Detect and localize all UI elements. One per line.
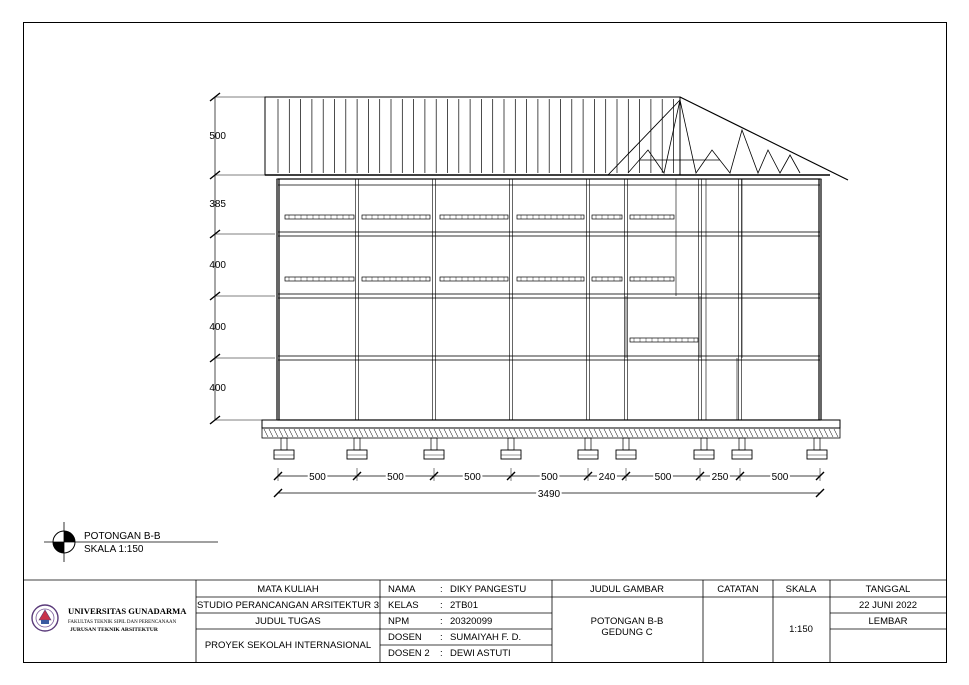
slab-hatch (264, 429, 838, 437)
hatch-line (599, 429, 603, 437)
footing-column (739, 438, 745, 450)
info-value: DIKY PANGESTU (450, 584, 527, 595)
hatch-line (294, 429, 298, 437)
hatch-line (649, 429, 653, 437)
hatch-line (319, 429, 323, 437)
department-name: JURUSAN TEKNIK ARSITEKTUR (70, 627, 158, 633)
hatch-line (584, 429, 588, 437)
footing-column (585, 438, 591, 450)
hatch-line (424, 429, 428, 437)
hip-truss-web (628, 100, 800, 173)
vertical-dim-label: 400 (209, 322, 226, 333)
hatch-line (344, 429, 348, 437)
hatch-line (574, 429, 578, 437)
hip-roof-lower (608, 100, 680, 175)
hatch-line (529, 429, 533, 437)
footing-pad (501, 450, 521, 459)
hatch-line (419, 429, 423, 437)
university-name: UNIVERSITAS GUNADARMA (68, 606, 187, 616)
hatch-line (399, 429, 403, 437)
student-info (388, 584, 526, 659)
hatch-line (349, 429, 353, 437)
info-label: DOSEN (388, 632, 422, 643)
hatch-line (264, 429, 268, 437)
hatch-line (309, 429, 313, 437)
hatch-line (779, 429, 783, 437)
horizontal-dim-label: 250 (711, 472, 729, 483)
hatch-line (769, 429, 773, 437)
info-value: DEWI ASTUTI (450, 648, 511, 659)
hatch-line (509, 429, 513, 437)
hatch-line (284, 429, 288, 437)
info-value: SUMAIYAH F. D. (450, 632, 522, 643)
vertical-dim-label: 500 (209, 131, 226, 142)
hatch-line (789, 429, 793, 437)
hatch-line (314, 429, 318, 437)
sheet-header: LEMBAR (868, 616, 908, 627)
horizontal-dim-label: 500 (387, 472, 404, 483)
drawing-title-line2: GEDUNG C (601, 627, 653, 638)
hatch-line (834, 429, 838, 437)
hatch-line (324, 429, 328, 437)
hatch-line (804, 429, 808, 437)
info-colon: : (440, 648, 443, 659)
hatch-line (439, 429, 443, 437)
scale-header: SKALA (785, 584, 817, 595)
hatch-line (459, 429, 463, 437)
hatch-line (669, 429, 673, 437)
column (739, 179, 742, 420)
hatch-line (679, 429, 683, 437)
hatch-line (279, 429, 283, 437)
hatch-line (379, 429, 383, 437)
info-value: 2TB01 (450, 600, 478, 611)
hatch-line (569, 429, 573, 437)
hatch-line (274, 429, 278, 437)
info-colon: : (440, 600, 443, 611)
roof-truss-members (278, 99, 674, 173)
hatch-line (479, 429, 483, 437)
hatch-line (819, 429, 823, 437)
hatch-line (604, 429, 608, 437)
hatch-line (434, 429, 438, 437)
footing-column (281, 438, 287, 450)
info-value: 20320099 (450, 616, 493, 627)
caption-scale: SKALA 1:150 (84, 544, 144, 555)
vertical-dim-labels (209, 131, 226, 394)
hatch-line (719, 429, 723, 437)
hatch-line (364, 429, 368, 437)
total-dim-label: 3490 (537, 489, 561, 500)
column (510, 179, 513, 420)
date-header: TANGGAL (865, 584, 911, 595)
vertical-dim-label: 400 (209, 383, 226, 394)
hatch-line (814, 429, 818, 437)
hatch-line (339, 429, 343, 437)
railing (285, 215, 354, 219)
hatch-line (524, 429, 528, 437)
info-label: KELAS (388, 600, 419, 611)
hatch-line (609, 429, 613, 437)
hatch-line (734, 429, 738, 437)
drawing-title-line1: POTONGAN B-B (590, 616, 664, 627)
hatch-line (579, 429, 583, 437)
hatch-line (674, 429, 678, 437)
hatch-line (704, 429, 708, 437)
hatch-line (484, 429, 488, 437)
hatch-line (394, 429, 398, 437)
sheet-border (24, 23, 947, 663)
hatch-line (659, 429, 663, 437)
hatch-line (354, 429, 358, 437)
scale-value: 1:150 (789, 624, 813, 635)
hatch-line (299, 429, 303, 437)
hatch-line (594, 429, 598, 437)
caption-title: POTONGAN B-B (84, 531, 161, 542)
horizontal-dim-label: 500 (464, 472, 481, 483)
hatch-line (809, 429, 813, 437)
hatch-line (449, 429, 453, 437)
hatch-line (689, 429, 693, 437)
horizontal-dim-labels (309, 472, 789, 483)
footing-pad (347, 450, 367, 459)
footing-pad (578, 450, 598, 459)
hatch-line (469, 429, 473, 437)
footing-column (623, 438, 629, 450)
hatch-line (474, 429, 478, 437)
hatch-line (589, 429, 593, 437)
railing (592, 215, 622, 219)
hatch-line (409, 429, 413, 437)
hatch-line (654, 429, 658, 437)
hatch-line (739, 429, 743, 437)
hatch-line (464, 429, 468, 437)
hatch-line (334, 429, 338, 437)
hatch-line (504, 429, 508, 437)
hatch-line (744, 429, 748, 437)
hatch-line (454, 429, 458, 437)
footing-pad (807, 450, 827, 459)
footing-pad (424, 450, 444, 459)
faculty-name: FAKULTAS TEKNIK SIPIL DAN PERENCANAAN (68, 620, 177, 625)
ground-slab (262, 420, 840, 428)
hatch-line (304, 429, 308, 437)
hatch-line (374, 429, 378, 437)
notes-header: CATATAN (717, 584, 759, 595)
footing-pad (274, 450, 294, 459)
hatch-line (614, 429, 618, 437)
column (356, 179, 359, 420)
railing (592, 277, 622, 281)
info-colon: : (440, 616, 443, 627)
footing-pad (694, 450, 714, 459)
hatch-line (639, 429, 643, 437)
hatch-line (369, 429, 373, 437)
footing-pad (732, 450, 752, 459)
horizontal-dim-label: 500 (654, 472, 672, 483)
hatch-line (644, 429, 648, 437)
footing-column (814, 438, 820, 450)
hatch-line (764, 429, 768, 437)
vertical-dim-label: 385 (209, 199, 226, 210)
railing (285, 277, 354, 281)
hatch-line (824, 429, 828, 437)
hatch-line (774, 429, 778, 437)
hatch-line (489, 429, 493, 437)
hatch-line (549, 429, 553, 437)
roof-flat-truss (265, 97, 680, 175)
hatch-line (519, 429, 523, 437)
info-label: NAMA (388, 584, 416, 595)
hatch-line (499, 429, 503, 437)
hatch-line (514, 429, 518, 437)
hatch-line (554, 429, 558, 437)
hip-roof-outline (680, 97, 848, 180)
footing-pad (616, 450, 636, 459)
hatch-line (539, 429, 543, 437)
hatch-line (699, 429, 703, 437)
course-header: MATA KULIAH (257, 584, 319, 595)
hip-roof-truss (628, 100, 800, 175)
course-value: STUDIO PERANCANGAN ARSITEKTUR 3 (196, 600, 380, 611)
hatch-line (384, 429, 388, 437)
column (587, 179, 590, 420)
horizontal-dim-label: 500 (541, 472, 558, 483)
hatch-line (694, 429, 698, 437)
hatch-line (724, 429, 728, 437)
hatch-line (494, 429, 498, 437)
horizontal-dim-label: 240 (598, 472, 616, 483)
drawing-title-header: JUDUL GAMBAR (589, 584, 665, 595)
date-value: 22 JUNI 2022 (858, 600, 918, 611)
section-caption (44, 522, 218, 562)
hatch-line (359, 429, 363, 437)
horizontal-dim-label: 500 (771, 472, 789, 483)
vertical-dim-label: 400 (209, 260, 226, 271)
hatch-line (329, 429, 333, 437)
hatch-line (794, 429, 798, 437)
hatch-line (799, 429, 803, 437)
hatch-line (784, 429, 788, 437)
column (433, 179, 436, 420)
info-label: DOSEN 2 (388, 648, 430, 659)
task-header: JUDUL TUGAS (255, 616, 321, 627)
building-section (210, 93, 848, 497)
hatch-line (289, 429, 293, 437)
hatch-line (829, 429, 833, 437)
footing-column (431, 438, 437, 450)
hatch-line (389, 429, 393, 437)
railings (285, 215, 698, 342)
hatch-line (754, 429, 758, 437)
info-colon: : (440, 584, 443, 595)
hatch-line (714, 429, 718, 437)
hatch-line (729, 429, 733, 437)
hatch-line (709, 429, 713, 437)
hatch-line (664, 429, 668, 437)
hatch-line (534, 429, 538, 437)
hatch-line (444, 429, 448, 437)
hatch-line (559, 429, 563, 437)
hatch-line (749, 429, 753, 437)
hatch-line (544, 429, 548, 437)
footings (274, 438, 827, 459)
hatch-line (269, 429, 273, 437)
footing-column (701, 438, 707, 450)
hatch-line (634, 429, 638, 437)
task-value: PROYEK SEKOLAH INTERNASIONAL (204, 640, 372, 651)
hatch-line (429, 429, 433, 437)
hatch-line (684, 429, 688, 437)
university-logo (32, 605, 58, 631)
footing-column (354, 438, 360, 450)
hatch-line (564, 429, 568, 437)
hatch-line (414, 429, 418, 437)
info-colon: : (440, 632, 443, 643)
info-label: NPM (388, 616, 410, 627)
hatch-line (624, 429, 628, 437)
hatch-line (759, 429, 763, 437)
footing-column (508, 438, 514, 450)
hatch-line (629, 429, 633, 437)
hatch-line (619, 429, 623, 437)
hatch-line (404, 429, 408, 437)
horizontal-dim-label: 500 (309, 472, 326, 483)
